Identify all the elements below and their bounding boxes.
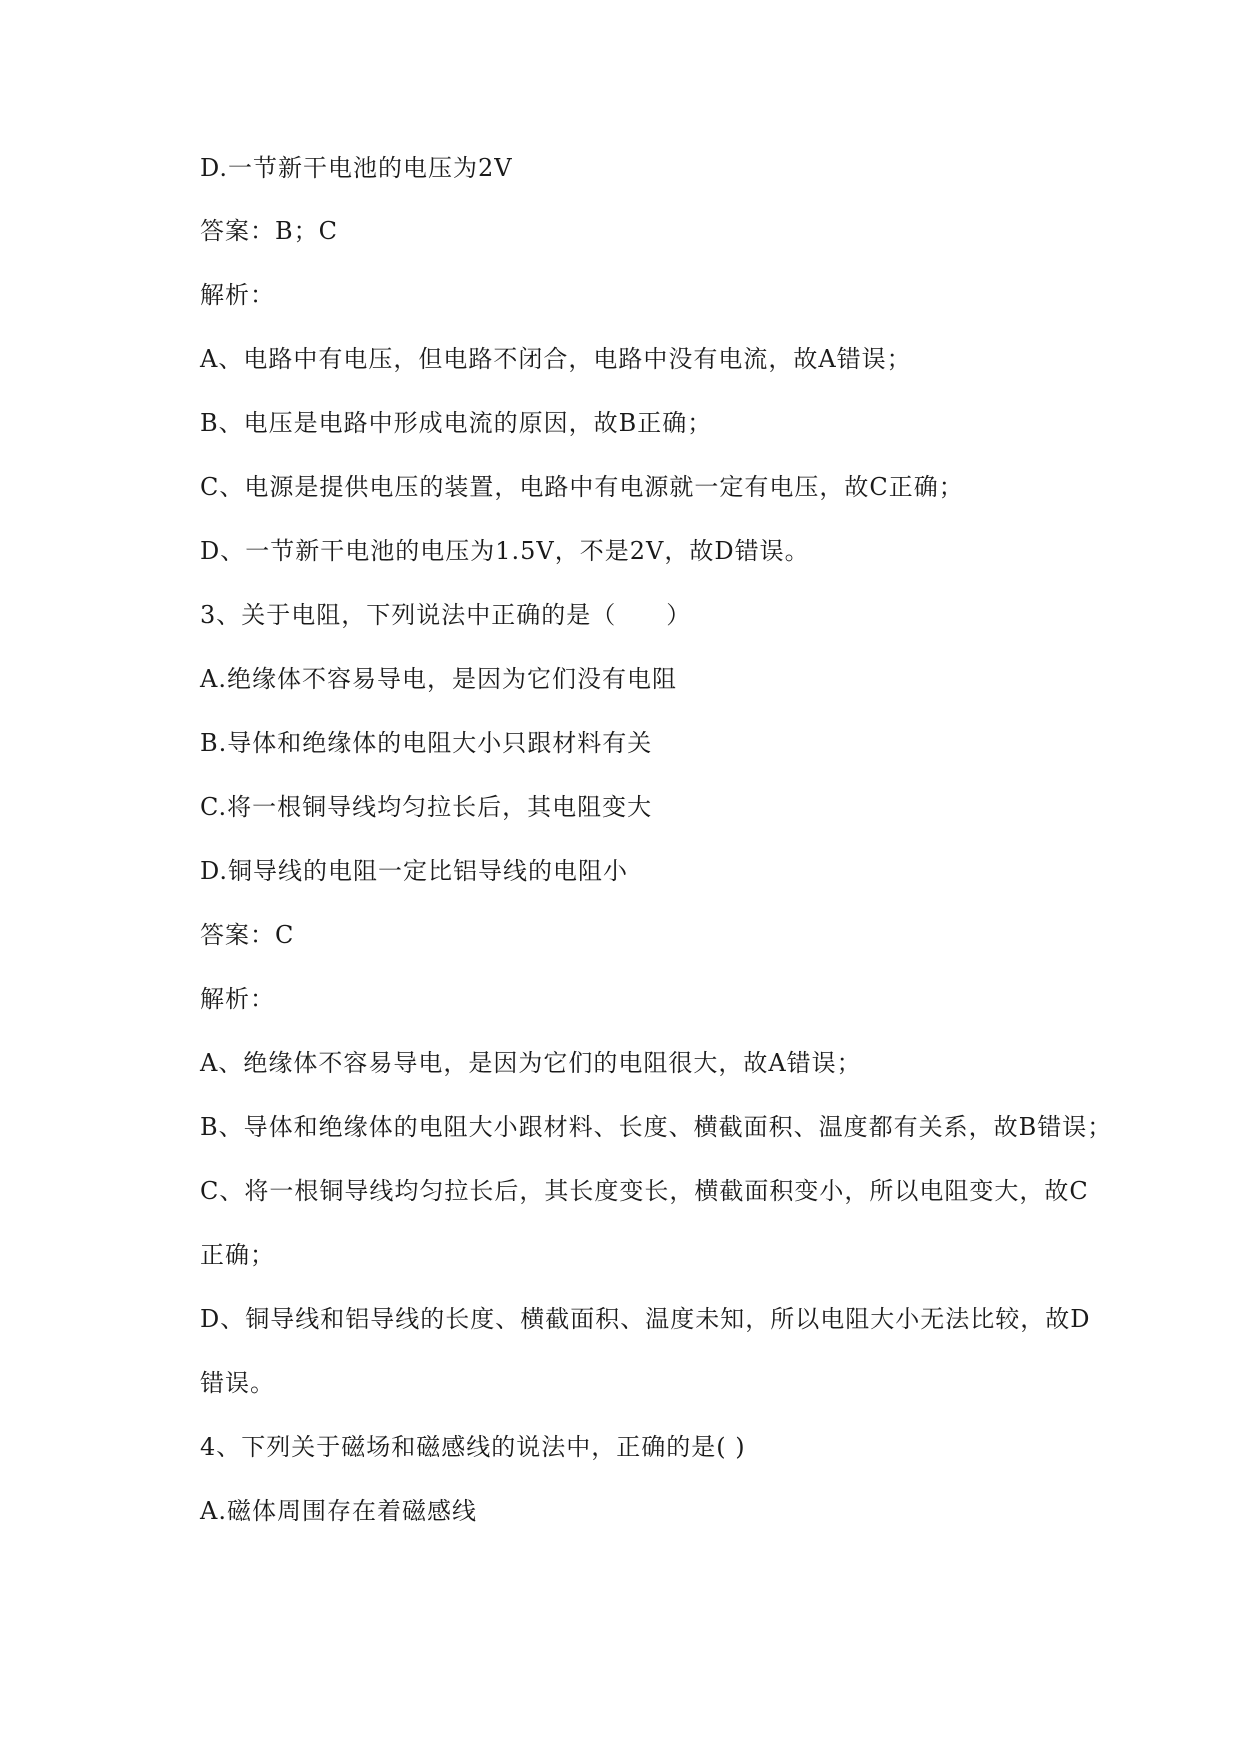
analysis-b-q3: B、导体和绝缘体的电阻大小跟材料、长度、横截面积、温度都有关系，故B错误； [200, 1113, 1113, 1141]
question-4: 4、下列关于磁场和磁感线的说法中，正确的是( ) [200, 1433, 746, 1461]
analysis-a-q2: A、电路中有电压，但电路不闭合，电路中没有电流，故A错误； [200, 345, 912, 373]
option-d-q3: D.铜导线的电阻一定比铝导线的电阻小 [200, 857, 629, 885]
analysis-d-q3: D、铜导线和铝导线的长度、横截面积、温度未知，所以电阻大小无法比较，故D [200, 1305, 1091, 1333]
option-b-q3: B.导体和绝缘体的电阻大小只跟材料有关 [200, 729, 653, 757]
analysis-d-q2: D、一节新干电池的电压为1.5V，不是2V，故D错误。 [200, 537, 810, 565]
answer-q3: 答案：C [200, 921, 295, 949]
analysis-c-q2: C、电源是提供电压的装置，电路中有电源就一定有电压，故C正确； [200, 473, 964, 501]
option-a-q4: A.磁体周围存在着磁感线 [200, 1497, 477, 1525]
analysis-label-q2: 解析： [200, 281, 275, 309]
analysis-label-q3: 解析： [200, 985, 275, 1013]
option-d-q2: D.一节新干电池的电压为2V [200, 154, 513, 182]
question-3: 3、关于电阻，下列说法中正确的是（ ） [200, 601, 692, 629]
analysis-c-q3: C、将一根铜导线均匀拉长后，其长度变长，横截面积变小，所以电阻变大，故C [200, 1177, 1089, 1205]
option-a-q3: A.绝缘体不容易导电，是因为它们没有电阻 [200, 665, 677, 693]
analysis-b-q2: B、电压是电路中形成电流的原因，故B正确； [200, 409, 713, 437]
option-c-q3: C.将一根铜导线均匀拉长后，其电阻变大 [200, 793, 653, 821]
answer-q2: 答案：B；C [200, 217, 338, 245]
analysis-a-q3: A、绝缘体不容易导电，是因为它们的电阻很大，故A错误； [200, 1049, 862, 1077]
analysis-c-q3-cont: 正确； [200, 1241, 275, 1269]
analysis-d-q3-cont: 错误。 [200, 1369, 275, 1397]
